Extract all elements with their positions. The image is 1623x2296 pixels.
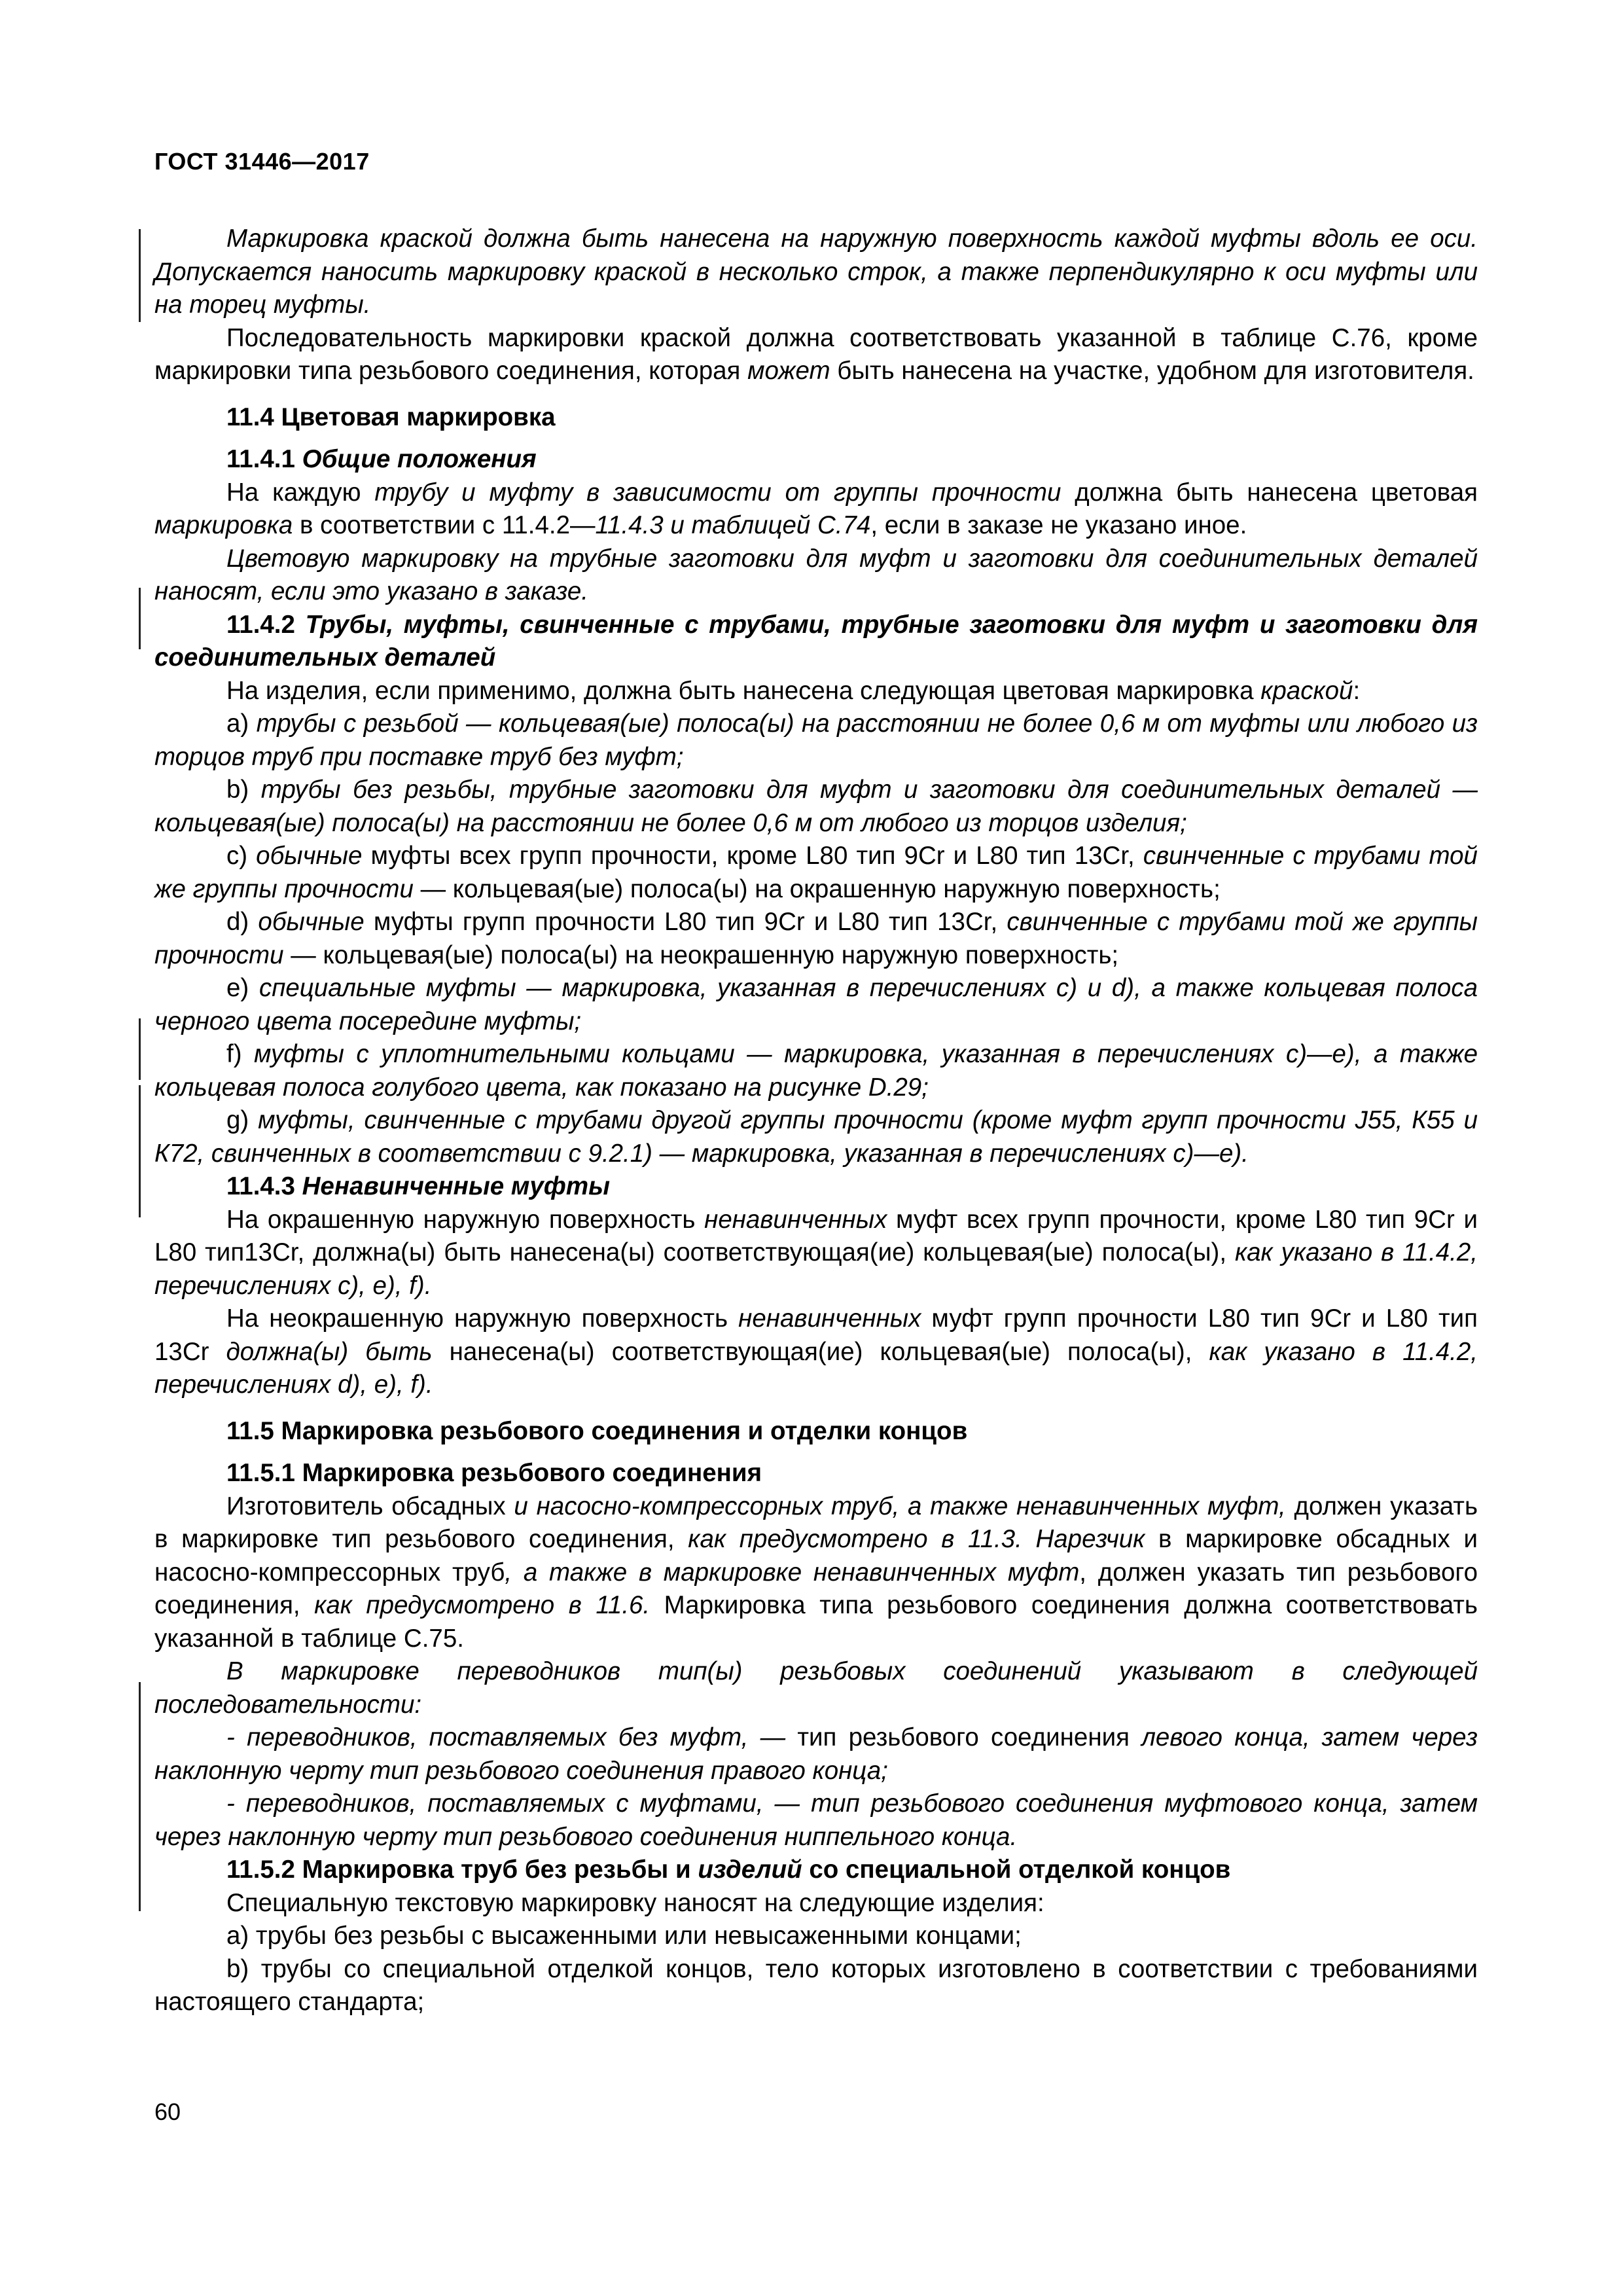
section-heading-11-4-2: 11.4.2 Трубы, муфты, свинченные с трубами, трубные заготовки для муфт и заготовки для соединительных деталей <box>154 610 1478 672</box>
section-heading-11-5: 11.5 Маркировка резьбового соединения и отделки концов <box>226 1416 968 1445</box>
paragraph: Специальную текстовую маркировку наносят на следующие изделия: <box>226 1888 1044 1917</box>
section-heading-11-4-3: 11.4.3 Ненавинченные муфты <box>226 1172 610 1200</box>
paragraph: Цветовую маркировку на трубные заготовки для муфт и заготовки для соединительных деталей наносят, если это указано в заказе. <box>154 544 1478 605</box>
paragraph: Последовательность маркировки краской должна соответствовать указанной в таблице С.76, кроме маркировки типа резьбового соединения, которая может быть нанесена на участке, удобном для изготовителя. <box>154 323 1478 385</box>
list-item-b: b) трубы без резьбы, трубные заготовки для муфт и заготовки для соединительных деталей — кольцевая(ые) полоса(ы) на расстоянии не более 0,6 м от любого из торцов изделия; <box>154 776 1478 837</box>
revision-bar <box>139 1018 141 1080</box>
paragraph: На изделия, если применимо, должна быть нанесена следующая цветовая маркировка краской: <box>226 676 1361 705</box>
list-item-e: е) специальные муфты — маркировка, указанная в перечислениях с) и d), а также кольцевая полоса черного цвета посередине муфты; <box>154 974 1478 1035</box>
list-item-a: а) трубы без резьбы с высаженными или невысаженными концами; <box>226 1922 1022 1950</box>
list-item-f: f) муфты с уплотнительными кольцами — маркировка, указанная в перечислениях с)—е), а также кольцевая полоса голубого цвета, как показано на рисунке D.29; <box>154 1040 1478 1102</box>
section-heading-11-5-1: 11.5.1 Маркировка резьбового соединения <box>226 1459 762 1487</box>
document-body <box>154 223 1478 2019</box>
paragraph: Маркировка краской должна быть нанесена на наружную поверхность каждой муфты вдоль ее оси. Допускается наносить маркировку краской в несколько строк, а также перпендикулярно к оси муфты или на торец муфты. <box>154 224 1478 319</box>
list-item-g: g) муфты, свинченные с трубами другой группы прочности (кроме муфт групп прочности J55, К55 и К72, свинченных в соответствии с 9.2.1) — маркировка, указанная в перечислениях с)—е). <box>154 1106 1478 1168</box>
paragraph: В маркировке переводников тип(ы) резьбовых соединений указывают в следующей последовательности: <box>154 1657 1478 1719</box>
list-item-d: d) обычные муфты групп прочности L80 тип 9Cr и L80 тип 13Cr, свинченные с трубами той же группы прочности — кольцевая(ые) полоса(ы) на неокрашенную наружную поверхность; <box>154 908 1478 969</box>
paragraph: На неокрашенную наружную поверхность ненавинченных муфт групп прочности L80 тип 9Cr и L80 тип 13Cr должна(ы) быть нанесена(ы) соответствующая(ие) кольцевая(ые) полоса(ы), как указано в 11.4.2, перечислениях d), е), f). <box>154 1304 1478 1399</box>
revision-bar <box>139 229 141 322</box>
list-item-c: с) обычные муфты всех групп прочности, кроме L80 тип 9Cr и L80 тип 13Cr, свинченные с трубами той же группы прочности — кольцевая(ые) полоса(ы) на окрашенную наружную поверхность; <box>154 842 1478 903</box>
revision-bar <box>139 1152 141 1217</box>
section-heading-11-4: 11.4 Цветовая маркировка <box>226 403 556 431</box>
document-header: ГОСТ 31446—2017 <box>154 148 370 175</box>
paragraph: - переводников, поставляемых без муфт, — тип резьбового соединения левого конца, затем через наклонную черту тип резьбового соединения правого конца; <box>154 1723 1478 1785</box>
section-heading-11-5-2: 11.5.2 Маркировка труб без резьбы и изделий со специальной отделкой концов <box>226 1856 1231 1884</box>
revision-bar <box>139 588 141 649</box>
paragraph: На окрашенную наружную поверхность ненавинченных муфт всех групп прочности, кроме L80 тип 9Cr и L80 тип13Cr, должна(ы) быть нанесена(ы) соответствующая(ие) кольцевая(ые) полоса(ы), как указано в 11.4.2, перечислениях с), е), f). <box>154 1205 1478 1300</box>
list-item-a: а) трубы с резьбой — кольцевая(ые) полоса(ы) на расстоянии не более 0,6 м от муфты или любого из торцов труб при поставке труб без муфт; <box>154 709 1478 771</box>
paragraph: - переводников, поставляемых с муфтами, — тип резьбового соединения муфтового конца, затем через наклонную черту тип резьбового соединения ниппельного конца. <box>154 1789 1478 1851</box>
revision-bar <box>139 1085 141 1158</box>
page-number: 60 <box>154 2098 181 2125</box>
section-heading-11-4-1: 11.4.1 Общие положения <box>226 445 537 473</box>
paragraph: На каждую трубу и муфту в зависимости от группы прочности должна быть нанесена цветовая маркировка в соответствии с 11.4.2—11.4.3 и таблицей С.74, если в заказе не указано иное. <box>154 478 1478 539</box>
revision-bar <box>139 1682 141 1911</box>
paragraph: Изготовитель обсадных и насосно-компрессорных труб, а также ненавинченных муфт, должен указать в маркировке тип резьбового соединения, как предусмотрено в 11.3. Нарезчик в маркировке обсадных и насосно-компрессорных труб, а также в маркировке ненавинченных муфт, должен указать тип резьбового соединения, как предусмотрено в 11.6. Маркировка типа резьбового соединения должна соответствовать указанной в таблице С.75. <box>154 1492 1478 1653</box>
list-item-b: b) трубы со специальной отделкой концов, тело которых изготовлено в соответствии с требованиями настоящего стандарта; <box>154 1954 1478 2016</box>
